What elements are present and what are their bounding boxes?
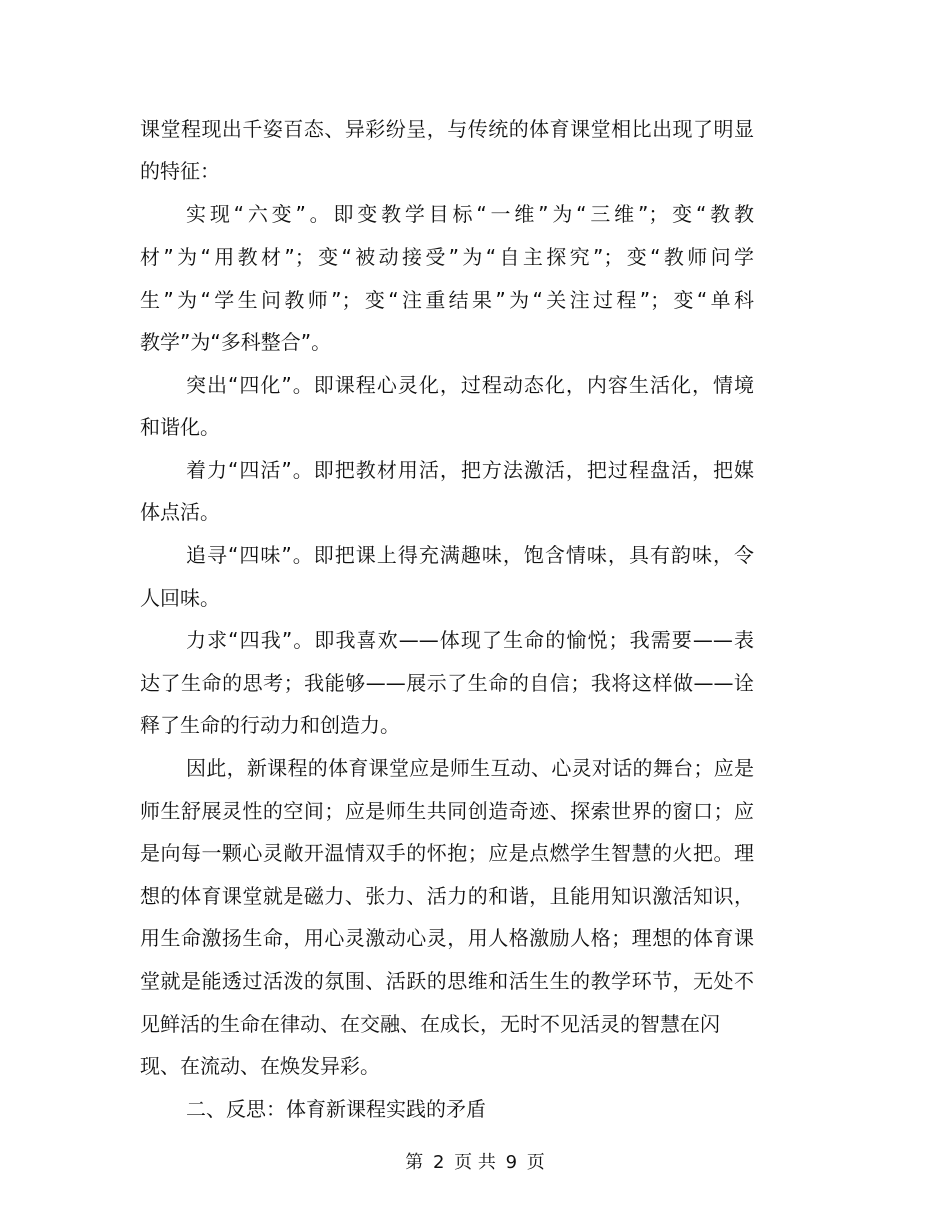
- paragraph-line: 实现“六变”。即变教学目标“一维”为“三维”；变“教教: [186, 202, 754, 226]
- paragraph-line: 见鲜活的生命在律动、在交融、在成长，无时不见活灵的智慧在闪: [140, 1012, 720, 1036]
- paragraph-line: 突出“四化”。即课程心灵化，过程动态化，内容生活化，情境: [186, 373, 754, 397]
- paragraph-line: 材”为“用教材”；变“被动接受”为“自主探究”；变“教师问学: [140, 245, 754, 269]
- section-heading: 二、反思：体育新课程实践的矛盾: [186, 1097, 486, 1121]
- paragraph-line: 用生命激扬生命，用心灵激动心灵，用人格激励人格；理想的体育课: [140, 926, 754, 950]
- footer-suffix: 页: [526, 1152, 545, 1173]
- paragraph-line: 现、在流动、在焕发异彩。: [140, 1054, 380, 1078]
- paragraph-line: 追寻“四味”。即把课上得充满趣味，饱含情味，具有韵味，令: [186, 543, 754, 567]
- paragraph-line: 师生舒展灵性的空间；应是师生共同创造奇迹、探索世界的窗口；应: [140, 799, 754, 823]
- paragraph-line: 生”为“学生问教师”；变“注重结果”为“关注过程”；变“单科: [140, 288, 754, 312]
- paragraph-line: 是向每一颗心灵敞开温情双手的怀抱；应是点燃学生智慧的火把。理: [140, 841, 754, 865]
- page-footer: [0, 1151, 950, 1175]
- paragraph-line: 力求“四我”。即我喜欢——体现了生命的愉悦；我需要——表: [186, 628, 754, 652]
- paragraph-line: 堂就是能透过活泼的氛围、活跃的思维和活生生的教学环节，无处不: [140, 969, 754, 993]
- paragraph-line: 达了生命的思考；我能够——展示了生命的自信；我将这样做——诠: [140, 671, 754, 695]
- paragraph-line: 课堂程现出千姿百态、异彩纷呈，与传统的体育课堂相比出现了明显: [140, 117, 754, 141]
- paragraph-line: 的特征：: [140, 159, 220, 183]
- footer-prefix: 第: [405, 1152, 424, 1173]
- paragraph-line: 因此，新课程的体育课堂应是师生互动、心灵对话的舞台；应是: [186, 756, 754, 780]
- paragraph-line: 人回味。: [140, 586, 220, 610]
- paragraph-line: 释了生命的行动力和创造力。: [140, 713, 400, 737]
- footer-page-number: 2: [432, 1152, 445, 1173]
- paragraph-line: 想的体育课堂就是磁力、张力、活力的和谐，且能用知识激活知识，: [140, 884, 754, 908]
- paragraph-line: 着力“四活”。即把教材用活，把方法激活，把过程盘活，把媒: [186, 458, 754, 482]
- paragraph-line: 体点活。: [140, 500, 220, 524]
- footer-total-pages: 9: [505, 1152, 518, 1173]
- footer-middle: 页 共: [454, 1152, 496, 1173]
- paragraph-line: 教学”为“多科整合”。: [140, 330, 332, 354]
- paragraph-line: 和谐化。: [140, 415, 220, 439]
